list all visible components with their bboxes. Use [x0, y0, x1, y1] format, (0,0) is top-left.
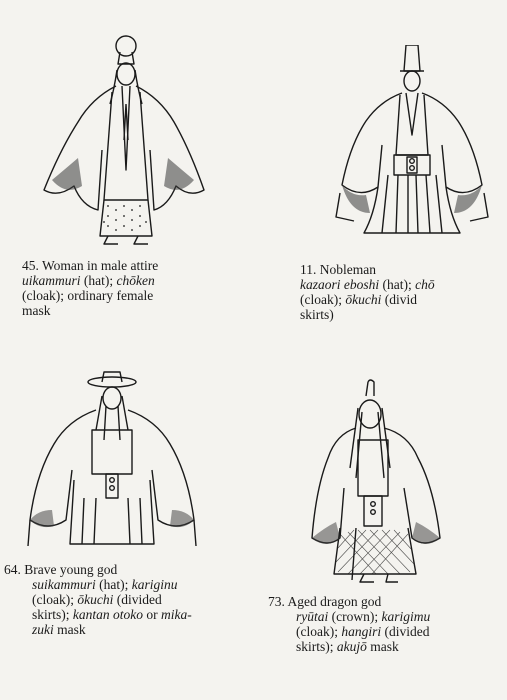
figure-45-hat-label: (hat);	[80, 273, 114, 288]
figure-45-number: 45.	[22, 258, 39, 273]
figure-64-title-line	[4, 562, 254, 577]
figure-73-title-line	[268, 594, 504, 609]
figure-64-caption	[4, 562, 254, 637]
figure-64-hat-label: (hat);	[95, 577, 129, 592]
brave-young-god-drawing	[22, 370, 202, 555]
figure-64-mask-term-a: kantan otoko	[72, 607, 144, 622]
figure-64-line-3	[4, 592, 254, 607]
figure-11-number: 11.	[300, 262, 317, 277]
figure-64-mask-label: mask	[53, 622, 86, 637]
figure-64-skirt-term: ōkuchi	[77, 592, 114, 607]
figure-45-illustration	[38, 30, 208, 250]
figure-11-title: Nobleman	[319, 262, 376, 277]
figure-11-skirt-label: (divid	[384, 292, 417, 307]
figure-73-skirt-term: hangiri	[341, 624, 382, 639]
figure-45-hat-term: uikammuri	[22, 273, 81, 288]
figure-11-line-2	[300, 277, 507, 292]
figure-64-or-label: or	[143, 607, 158, 622]
figure-45-line-2	[22, 273, 242, 288]
figure-73-number: 73.	[268, 594, 285, 609]
figure-73-line-4	[268, 639, 504, 654]
figure-73-illustration	[300, 378, 460, 588]
figure-64-line-2	[4, 577, 254, 592]
figure-73-mask-label: mask	[366, 639, 399, 654]
figure-64-skirts-label: skirts);	[32, 607, 70, 622]
figure-73-line-3	[268, 624, 504, 639]
figure-64-illustration	[22, 370, 202, 555]
figure-73-crown-label: (crown);	[328, 609, 379, 624]
figure-73-skirt-label: (divided	[384, 624, 430, 639]
figure-11-cloak-term: chō	[415, 277, 435, 292]
figure-64-hat-term: suikammuri	[32, 577, 96, 592]
figure-64-number: 64.	[4, 562, 21, 577]
figure-11-line-3	[300, 292, 507, 307]
figure-45-title: Woman in male attire	[42, 258, 159, 273]
figure-45-cloak-term: chōken	[116, 273, 155, 288]
figure-64-mask-term-b: mika-	[161, 607, 192, 622]
aged-dragon-god-drawing	[300, 378, 460, 588]
figure-64-cloak-term: kariginu	[131, 577, 178, 592]
figure-11-cloak-label: (cloak);	[300, 292, 342, 307]
figure-64-title: Brave young god	[24, 562, 118, 577]
nobleman-drawing	[330, 45, 500, 250]
figure-73-crown-term: ryūtai	[296, 609, 329, 624]
figure-45-line-3: (cloak); ordinary female	[22, 288, 154, 303]
figure-11-illustration	[330, 45, 500, 250]
figure-45-title-line	[22, 258, 242, 273]
figure-64-line-5	[4, 622, 254, 637]
figure-11-hat-label: (hat);	[379, 277, 412, 292]
figure-73-mask-term: akujō	[336, 639, 367, 654]
figure-73-line-2	[268, 609, 504, 624]
figure-64-line-4	[4, 607, 254, 622]
figure-45-line-4: mask	[22, 303, 51, 318]
figure-11-caption	[300, 262, 507, 322]
figure-73-title: Aged dragon god	[287, 594, 382, 609]
figure-73-cloak-term: karigimu	[381, 609, 431, 624]
figure-11-line-4: skirts)	[300, 307, 334, 322]
figure-73-caption	[268, 594, 504, 654]
woman-in-male-attire-drawing	[38, 30, 208, 250]
figure-45-caption	[22, 258, 242, 318]
figure-11-hat-term: kazaori eboshi	[300, 277, 380, 292]
figure-64-skirt-label: (divided	[116, 592, 162, 607]
figure-64-mask-term-c: zuki	[32, 622, 54, 637]
figure-11-skirt-term: ōkuchi	[345, 292, 382, 307]
figure-64-cloak-label: (cloak);	[32, 592, 74, 607]
figure-11-title-line	[300, 262, 507, 277]
figure-73-skirts-label: skirts);	[296, 639, 334, 654]
figure-73-cloak-label: (cloak);	[296, 624, 338, 639]
